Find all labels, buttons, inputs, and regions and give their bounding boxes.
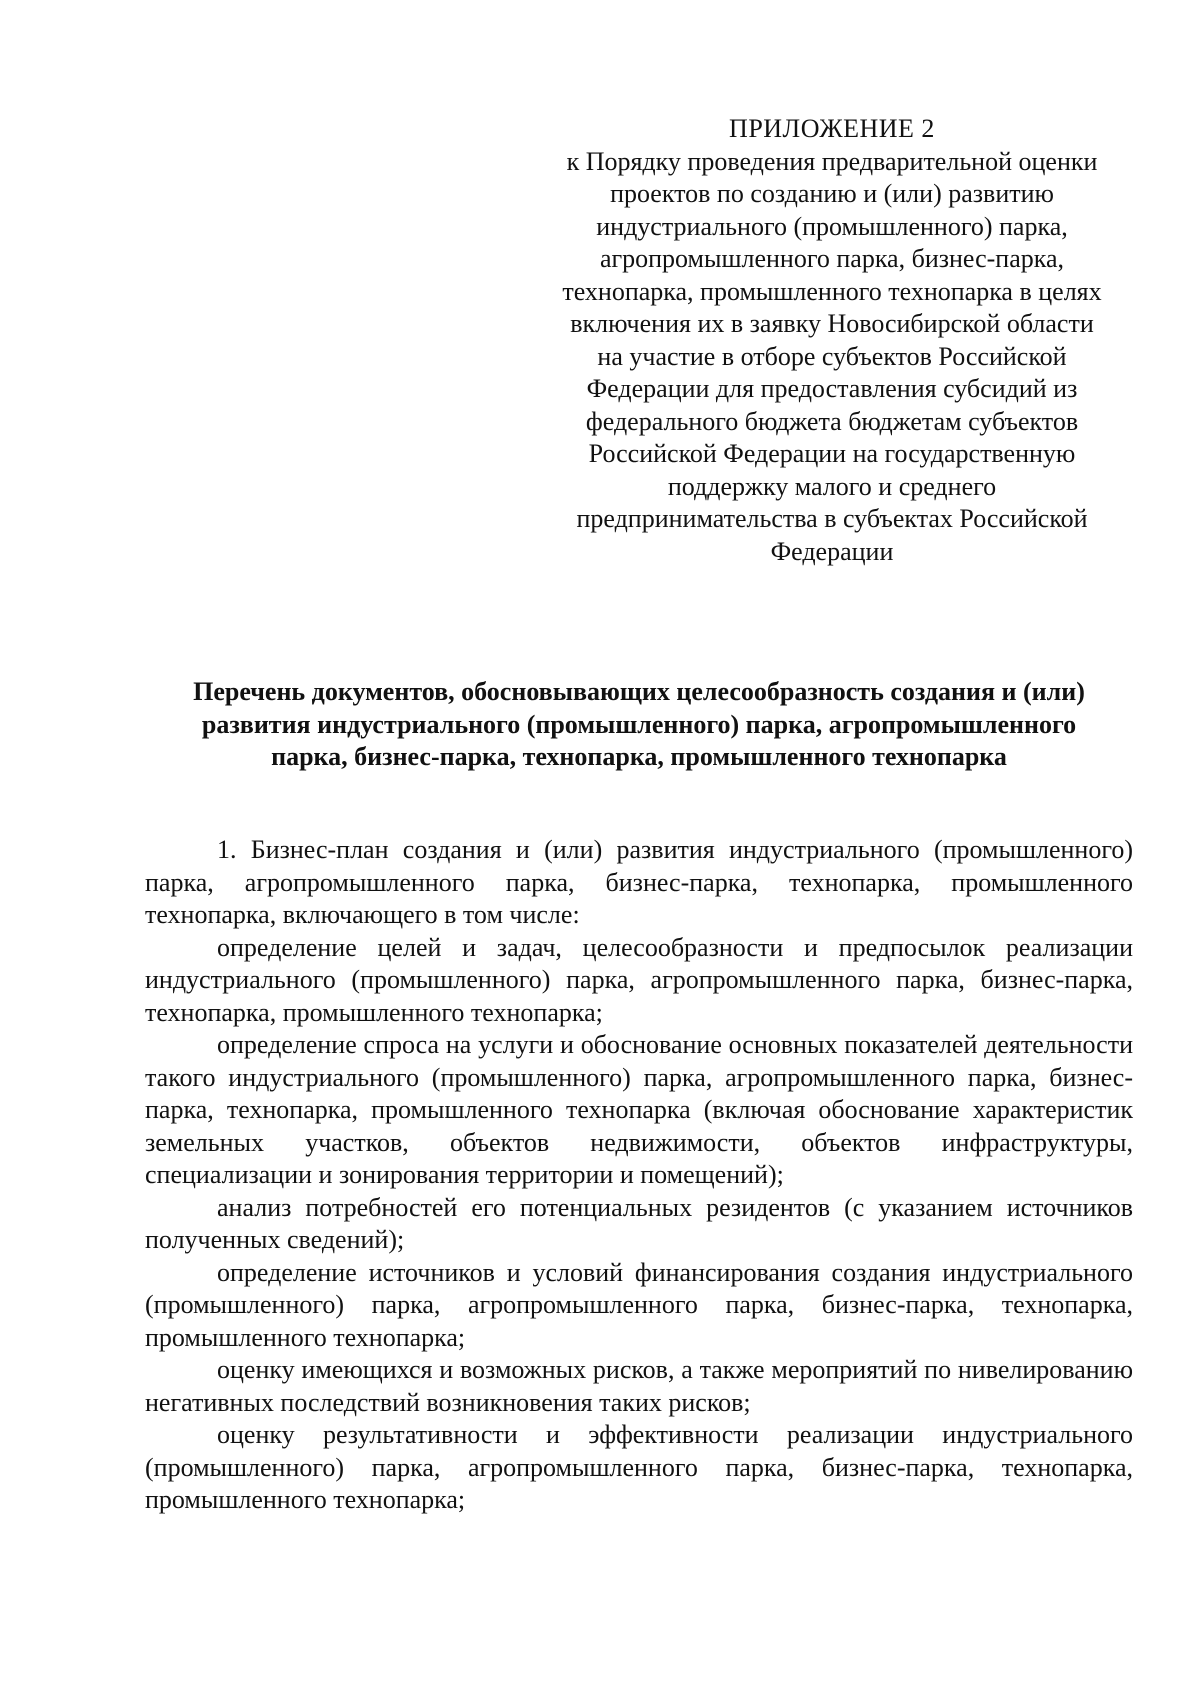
- appendix-line: на участие в отборе субъектов Российской: [597, 341, 1067, 371]
- document-title-line: Перечень документов, обосновывающих целесообразность создания и (или): [193, 677, 1085, 706]
- paragraph-financing: определение источников и условий финансирования создания индустриального (промышленного) парка, агропромышленного парка, бизнес-парка, технопарка, промышленного технопарка;: [145, 1257, 1133, 1352]
- paragraph-item-1: 1. Бизнес-план создания и (или) развития индустриального (промышленного) парка, агропромышленного парка, бизнес-парка, технопарка, промышленного технопарка, включающего в том числе:: [145, 835, 1133, 929]
- appendix-title: ПРИЛОЖЕНИЕ 2: [729, 114, 935, 143]
- appendix-line: Федерации для предоставления субсидий из: [586, 374, 1078, 403]
- appendix-line: федерального бюджета бюджетам субъектов: [585, 406, 1079, 436]
- document-title-line: развития индустриального (промышленного) парка, агропромышленного: [201, 709, 1077, 739]
- appendix-line: поддержку малого и среднего: [667, 471, 997, 501]
- appendix-line: проектов по созданию и (или) развитию: [610, 179, 1054, 208]
- document-title: [145, 676, 1133, 774]
- appendix-line: к Порядку проведения предварительной оценки: [566, 146, 1098, 176]
- paragraph-resident-needs: анализ потребностей его потенциальных резидентов (с указанием источников полученных сведений);: [145, 1192, 1133, 1254]
- appendix-line: агропромышленного парка, бизнес-парка,: [599, 244, 1065, 273]
- appendix-line: Российской Федерации на государственную: [588, 439, 1076, 468]
- appendix-line: технопарка, промышленного технопарка в целях: [562, 276, 1102, 306]
- paragraph-demand: определение спроса на услуги и обоснование основных показателей деятельности такого индустриального (промышленного) парка, агропромышленного парка, бизнес-парка, технопарка, промышленного технопарка (включая обоснование характеристик земельных участков, объектов недвижимости, объектов инфраструктуры, специализации и зонирования территории и помещений);: [145, 1030, 1133, 1189]
- appendix-line: предпринимательства в субъектах Российской: [576, 504, 1088, 533]
- appendix-line: включения их в заявку Новосибирской области: [570, 309, 1094, 338]
- document-title-line: парка, бизнес-парка, технопарка, промышленного технопарка: [271, 742, 1007, 771]
- appendix-line: индустриального (промышленного) парка,: [596, 211, 1068, 241]
- appendix-header: [540, 113, 1124, 568]
- paragraph-goals: определение целей и задач, целесообразности и предпосылок реализации индустриального (промышленного) парка, агропромышленного парка, бизнес-парка, технопарка, промышленного технопарка;: [145, 932, 1133, 1027]
- document-body: [145, 834, 1133, 1517]
- paragraph-risks: оценку имеющихся и возможных рисков, а также мероприятий по нивелированию негативных последствий возникновения таких рисков;: [145, 1355, 1133, 1417]
- paragraph-effectiveness: оценку результативности и эффективности реализации индустриального (промышленного) парка, агропромышленного парка, бизнес-парка, технопарка, промышленного технопарка;: [145, 1420, 1133, 1514]
- appendix-line: Федерации: [770, 536, 894, 566]
